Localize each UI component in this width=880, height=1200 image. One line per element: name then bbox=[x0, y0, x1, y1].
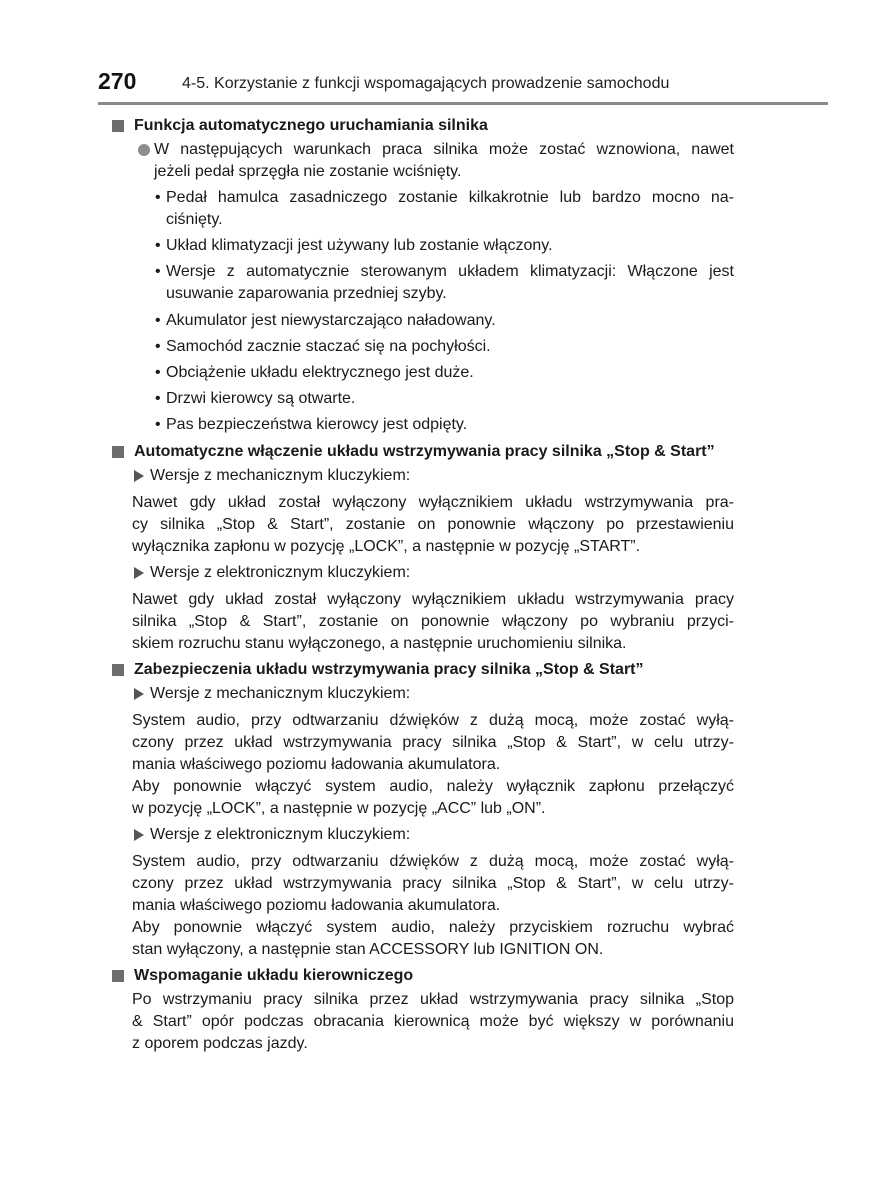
page-content bbox=[112, 112, 734, 1059]
square-bullet-icon bbox=[112, 970, 124, 982]
list-item: • Samochód zacznie staczać się na pochyłości. bbox=[112, 336, 734, 358]
circle-bullet-icon bbox=[138, 144, 150, 156]
square-bullet-icon bbox=[112, 120, 124, 132]
subheading-mechanical-key: Wersje z mechanicznym kluczykiem: bbox=[112, 683, 734, 705]
page-number: 270 bbox=[98, 68, 137, 94]
list-item: • Układ klimatyzacji jest używany lub zostanie włączony. bbox=[112, 235, 734, 257]
section-stop-start-protection bbox=[112, 659, 734, 961]
triangle-bullet-icon bbox=[134, 829, 144, 841]
triangle-bullet-icon bbox=[134, 688, 144, 700]
subheading-electronic-key: Wersje z elektronicznym kluczykiem: bbox=[112, 562, 734, 584]
chapter-title: 4-5. Korzystanie z funkcji wspomagających prowadzenie samochodu bbox=[182, 75, 670, 92]
triangle-bullet-icon bbox=[134, 470, 144, 482]
square-bullet-icon bbox=[112, 664, 124, 676]
paragraph: System audio, przy odtwarzaniu dźwięków z dużą mocą, może zostać wyłą- czony przez układ wstrzymywania pracy silnika „Stop & Start”, w celu utrzy- mania właściwego poziomu ładowania akumulatora. Aby ponownie włączyć system audio, należy wyłącznik zapłonu przełączyć w pozycję „LOCK”, a następnie w pozycję „ACC” lub „ON”. bbox=[132, 711, 734, 817]
subheading-electronic-key: Wersje z elektronicznym kluczykiem: bbox=[112, 824, 734, 846]
paragraph: System audio, przy odtwarzaniu dźwięków z dużą mocą, może zostać wyłą- czony przez układ wstrzymywania pracy silnika „Stop & Start”, w celu utrzy- mania właściwego poziomu ładowania akumulatora. Aby ponownie włączyć system audio, należy przyciskiem rozruchu wybrać stan wyłączony, a następnie stan ACCESSORY lub IGNITION ON. bbox=[132, 852, 734, 958]
paragraph: Nawet gdy układ został wyłączony wyłącznikiem układu wstrzymywania pracy silnika „Stop & Start”, zostanie on ponownie włączony po wybraniu przyci- skiem rozruchu stanu wyłączonego, a następnie uruchomieniu silnika. bbox=[132, 590, 734, 652]
list-item: • Wersje z automatycznie sterowanym układem klimatyzacji: Włączone jest usuwanie zaparowania przedniej szyby. bbox=[112, 261, 734, 305]
list-item: • Akumulator jest niewystarczająco naładowany. bbox=[112, 310, 734, 332]
paragraph: Nawet gdy układ został wyłączony wyłącznikiem układu wstrzymywania pra- cy silnika „Stop & Start”, zostanie on ponownie włączony po przestawieniu wyłącznika zapłonu w pozycję „LOCK”, a następnie w pozycję „START”. bbox=[132, 493, 734, 555]
list-item: • Pedał hamulca zasadniczego zostanie kilkakrotnie lub bardzo mocno na- ciśnięty. bbox=[112, 187, 734, 231]
section-power-steering bbox=[112, 965, 734, 1055]
list-item: • Obciążenie układu elektrycznego jest duże. bbox=[112, 362, 734, 384]
section-heading: Wspomaganie układu kierowniczego bbox=[112, 965, 734, 987]
section-auto-enable-stop-start bbox=[112, 441, 734, 655]
section-heading: Automatyczne włączenie układu wstrzymywania pracy silnika „Stop & Start” bbox=[112, 441, 734, 463]
section-heading: Zabezpieczenia układu wstrzymywania pracy silnika „Stop & Start” bbox=[112, 659, 734, 681]
list-item: • Pas bezpieczeństwa kierowcy jest odpięty. bbox=[112, 414, 734, 436]
subheading-mechanical-key: Wersje z mechanicznym kluczykiem: bbox=[112, 465, 734, 487]
section-heading: Funkcja automatycznego uruchamiania silnika bbox=[112, 115, 734, 137]
triangle-bullet-icon bbox=[134, 567, 144, 579]
condition-list bbox=[112, 187, 734, 436]
condition-intro: W następujących warunkach praca silnika może zostać wznowiona, nawet jeżeli pedał sprzęgła nie zostanie wciśnięty. bbox=[112, 139, 734, 183]
list-item: • Drzwi kierowcy są otwarte. bbox=[112, 388, 734, 410]
page-header bbox=[98, 66, 828, 105]
square-bullet-icon bbox=[112, 446, 124, 458]
paragraph: Po wstrzymaniu pracy silnika przez układ wstrzymywania pracy silnika „Stop & Start” opór podczas obracania kierownicą może być większy w porównaniu z oporem podczas jazdy. bbox=[132, 990, 734, 1052]
section-auto-restart bbox=[112, 115, 734, 436]
